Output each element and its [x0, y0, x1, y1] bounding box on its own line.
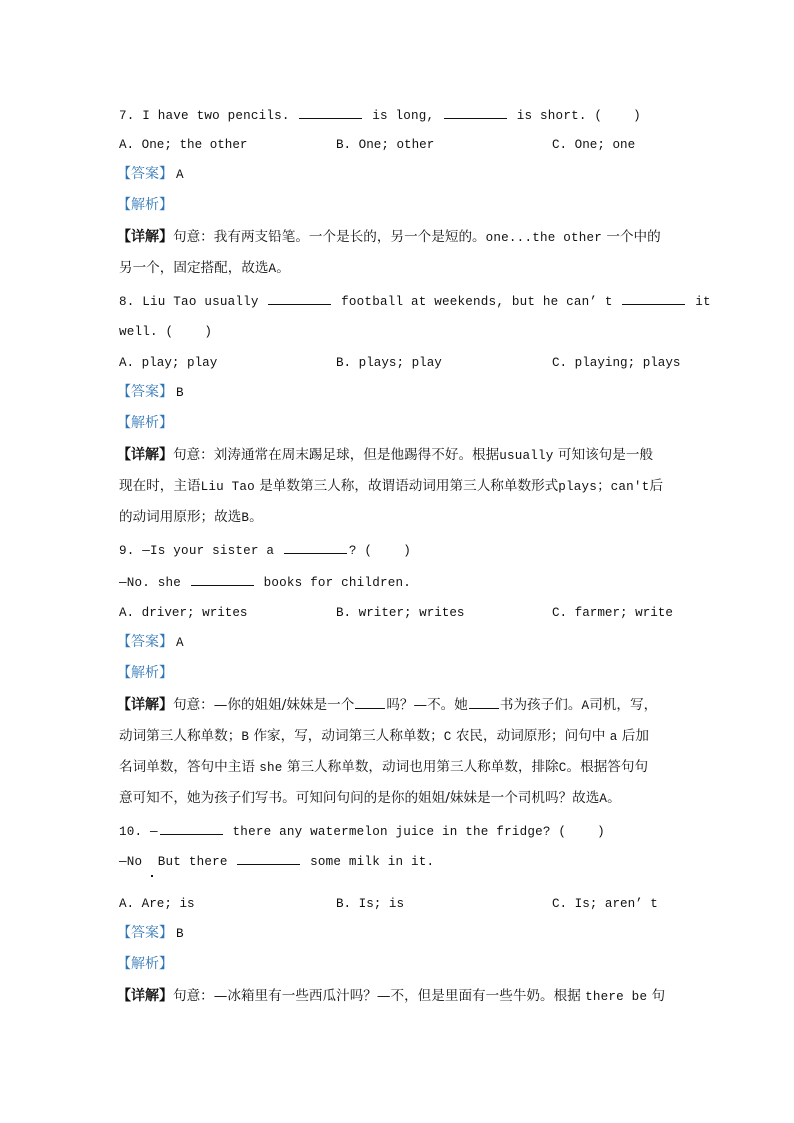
detail-english: A — [268, 262, 277, 276]
detail-text: 第三人称单数，动词也用第三人称单数，排除 — [286, 759, 559, 775]
detail-text: 后加 — [621, 728, 649, 744]
detail-text: 名词单数，答句中主语 — [119, 759, 255, 775]
detail-text: 句意：刘涛通常在周末踢足球，但是他踢得不好。根据 — [173, 447, 500, 463]
question-9-option-a: A. driver; writes — [119, 606, 248, 620]
question-9-answer — [119, 633, 184, 651]
answer-label: 【答案】 — [117, 166, 173, 182]
stem-text: —No. she — [119, 576, 189, 590]
detail-text: 一个中的 — [606, 229, 661, 245]
question-9-detail-line-4 — [119, 789, 621, 807]
question-8-stem — [119, 292, 711, 310]
detail-text: 吗？—不。她 — [386, 697, 468, 713]
answer-blank — [299, 106, 362, 119]
question-8-detail-line-1 — [119, 446, 653, 464]
stem-text: there any watermelon juice in the fridge? ( ) — [224, 825, 605, 839]
detail-text: 句意：—冰箱里有一些西瓜汁吗？—不，但是里面有一些牛奶。根据 — [173, 988, 581, 1004]
question-8-answer — [119, 383, 184, 401]
question-8-detail-line-2 — [119, 477, 663, 495]
detail-english: she — [259, 761, 283, 775]
detail-text: ； — [597, 478, 611, 494]
question-9-analysis-label — [119, 664, 173, 682]
detail-text: 句意：我有两支铅笔。一个是长的，另一个是短的。 — [173, 229, 486, 245]
question-8-option-b: B. plays; play — [336, 356, 442, 370]
answer-blank — [268, 292, 331, 305]
detail-text: 的动词用原形；故选 — [119, 509, 242, 525]
detail-text: 句意：—你的姐姐/妹妹是一个 — [173, 697, 355, 713]
stem-text: 9. —Is your sister a — [119, 544, 282, 558]
answer-blank — [469, 696, 499, 709]
detail-text: 现在时，主语 — [119, 478, 201, 494]
question-7-option-c: C. One; one — [552, 138, 636, 152]
detail-english: there be — [585, 990, 648, 1004]
question-10-option-b: B. Is; is — [336, 897, 405, 911]
question-9-stem-line-2 — [119, 573, 411, 591]
answer-value: A — [176, 168, 184, 182]
detail-english: C — [443, 730, 452, 744]
stray-period-mark — [151, 875, 153, 877]
detail-text: 书为孩子们。 — [499, 697, 582, 713]
detail-label: 【详解】 — [117, 447, 173, 463]
question-8-detail-line-3 — [119, 508, 263, 526]
question-10-answer — [119, 924, 184, 942]
question-7-detail-line-2 — [119, 259, 290, 277]
detail-english: A — [581, 699, 590, 713]
question-7-option-b: B. One; other — [336, 138, 435, 152]
analysis-label: 【解析】 — [117, 665, 173, 681]
question-7-answer — [119, 165, 184, 183]
stem-text: books for children. — [255, 576, 411, 590]
question-8-stem-line-2: well. ( ) — [119, 325, 213, 339]
detail-text: 作家，写，动词第三人称单数； — [253, 728, 444, 744]
question-10-detail-line-1 — [119, 987, 665, 1005]
answer-label: 【答案】 — [117, 634, 173, 650]
analysis-label: 【解析】 — [117, 415, 173, 431]
stem-text: —No But there — [119, 855, 236, 869]
answer-blank — [237, 852, 300, 865]
detail-label: 【详解】 — [117, 229, 173, 245]
stem-text: football at weekends, but he can’ t — [333, 295, 621, 309]
detail-text: 。 — [249, 509, 263, 525]
stem-text: 8. Liu Tao usually — [119, 295, 267, 309]
question-10-option-c: C. Is; aren’ t — [552, 897, 658, 911]
question-9-option-c: C. farmer; write — [552, 606, 673, 620]
question-8-option-a: A. play; play — [119, 356, 218, 370]
detail-label: 【详解】 — [117, 697, 173, 713]
detail-text: 司机，写， — [589, 697, 658, 713]
detail-text: 后 — [649, 478, 664, 494]
detail-english: one...the other — [485, 231, 603, 245]
question-10-stem-line-2 — [119, 852, 434, 870]
detail-english: C — [558, 761, 567, 775]
detail-text: 。根据答句句 — [566, 759, 649, 775]
detail-text: 。 — [276, 260, 290, 276]
question-10-stem — [119, 822, 605, 840]
stem-text: some milk in it. — [302, 855, 435, 869]
question-9-stem — [119, 541, 411, 559]
question-9-detail-line-2 — [119, 727, 649, 745]
answer-label: 【答案】 — [117, 925, 173, 941]
detail-english: a — [609, 730, 618, 744]
answer-label: 【答案】 — [117, 384, 173, 400]
detail-text: 农民，动词原形；问句中 — [455, 728, 606, 744]
detail-text: 意可知不，她为孩子们写书。可知问句问的是你的姐姐/妹妹是一个司机吗？故选 — [119, 790, 600, 806]
question-10-analysis-label — [119, 955, 173, 973]
detail-text: 。 — [607, 790, 621, 806]
question-9-option-b: B. writer; writes — [336, 606, 465, 620]
answer-blank — [160, 822, 223, 835]
stem-text: 7. I have two pencils. — [119, 109, 298, 123]
answer-blank — [444, 106, 507, 119]
stem-text: it — [687, 295, 711, 309]
question-8-analysis-label — [119, 414, 173, 432]
question-7-stem — [119, 106, 641, 124]
question-7-analysis-label — [119, 196, 173, 214]
stem-text: ? ( ) — [348, 544, 411, 558]
question-10-option-a: A. Are; is — [119, 897, 195, 911]
question-9-detail-line-1 — [119, 696, 657, 714]
question-9-detail-line-3 — [119, 758, 648, 776]
detail-text: 句 — [651, 988, 666, 1004]
question-7-detail-line-1 — [119, 228, 661, 246]
answer-blank — [191, 573, 254, 586]
answer-blank — [622, 292, 685, 305]
detail-english: usually — [499, 449, 554, 463]
answer-value: B — [176, 386, 184, 400]
answer-blank — [355, 696, 385, 709]
detail-text: 另一个，固定搭配，故选 — [119, 260, 269, 276]
stem-text: 10. — — [119, 825, 158, 839]
detail-english: B — [241, 730, 250, 744]
answer-blank — [284, 541, 347, 554]
detail-label: 【详解】 — [117, 988, 173, 1004]
detail-english: can't — [610, 480, 650, 494]
detail-english: Liu Tao — [200, 480, 255, 494]
detail-english: B — [241, 511, 250, 525]
stem-text: is short. ( ) — [509, 109, 641, 123]
stem-text: is long, — [364, 109, 443, 123]
detail-text: 动词第三人称单数； — [119, 728, 242, 744]
detail-text: 是单数第三人称，故谓语动词用第三人称单数形式 — [259, 478, 559, 494]
analysis-label: 【解析】 — [117, 956, 173, 972]
question-7-option-a: A. One; the other — [119, 138, 248, 152]
answer-value: B — [176, 927, 184, 941]
detail-english: A — [599, 792, 608, 806]
analysis-label: 【解析】 — [117, 197, 173, 213]
detail-text: 可知该句是一般 — [557, 447, 654, 463]
answer-value: A — [176, 636, 184, 650]
question-8-option-c: C. playing; plays — [552, 356, 681, 370]
detail-english: plays — [558, 480, 598, 494]
